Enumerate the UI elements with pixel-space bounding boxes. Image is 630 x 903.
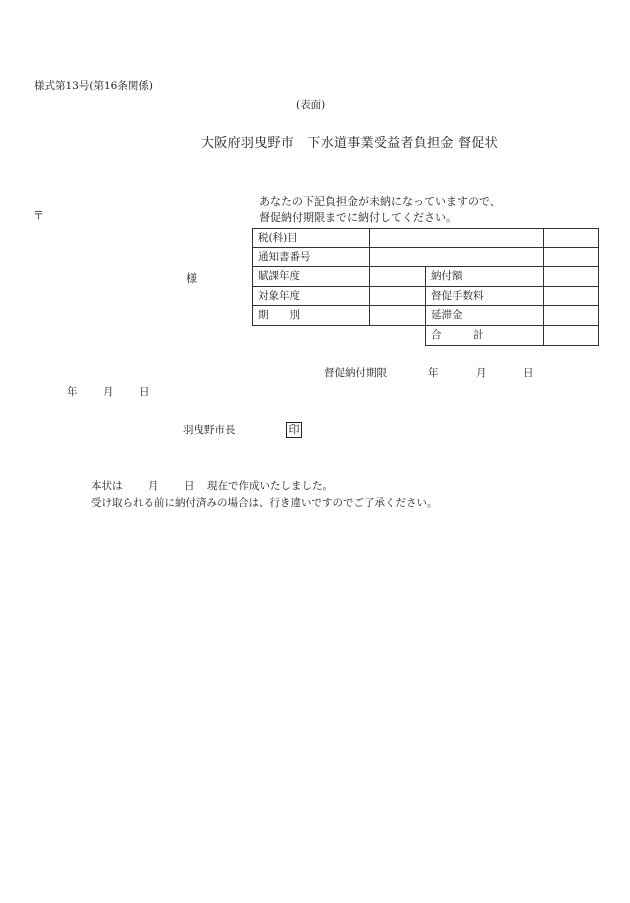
side-label: (表面) — [296, 99, 326, 111]
row-label-reminder-fee: 督促手数料 — [431, 290, 484, 302]
deadline-month: 月 — [476, 367, 487, 379]
table-rule — [252, 228, 599, 229]
deadline-label: 督促納付期限 — [324, 367, 387, 379]
seal-stamp: 印 — [286, 422, 302, 438]
row-label-tax-item: 税(科)目 — [258, 232, 298, 244]
row-label-notice-number: 通知書番号 — [258, 251, 311, 263]
form-number: 様式第13号(第16条関係) — [34, 80, 153, 92]
row-label-payment-amount: 納付額 — [431, 270, 463, 282]
row-label-target-year: 対象年度 — [258, 290, 300, 302]
row-label-installment: 期 別 — [258, 309, 300, 321]
issuer-name: 羽曳野市長 — [183, 424, 236, 436]
notice-text: あなたの下記負担金が未納になっていますので、 督促納付期限までに納付してください。 — [259, 195, 501, 224]
addressee-honorific: 様 — [186, 272, 197, 285]
issue-day: 日 — [139, 386, 150, 398]
postal-mark: 〒 — [33, 209, 44, 222]
row-label-assessment-year: 賦課年度 — [258, 270, 300, 282]
created-day: 日 — [184, 480, 195, 492]
issue-month: 月 — [103, 386, 114, 398]
deadline-day: 日 — [523, 367, 534, 379]
row-label-late-fee: 延滞金 — [431, 309, 463, 321]
document-title: 大阪府羽曳野市 下水道事業受益者負担金 督促状 — [201, 136, 499, 151]
table-rule — [543, 228, 544, 345]
table-rule — [598, 228, 599, 345]
created-label: 本状は — [91, 480, 123, 492]
table-rule — [425, 266, 426, 345]
table-rule — [252, 247, 599, 248]
table-rule — [252, 228, 253, 325]
footer-note: 受け取られる前に納付済みの場合は、行き違いですのでご了承ください。 — [91, 497, 438, 509]
created-month: 月 — [148, 480, 159, 492]
row-label-total: 合 計 — [431, 329, 484, 341]
issue-year: 年 — [67, 386, 78, 398]
table-rule — [425, 345, 599, 346]
table-rule — [369, 228, 370, 325]
deadline-year: 年 — [428, 367, 439, 379]
created-suffix: 現在で作成いたしました。 — [207, 480, 333, 492]
